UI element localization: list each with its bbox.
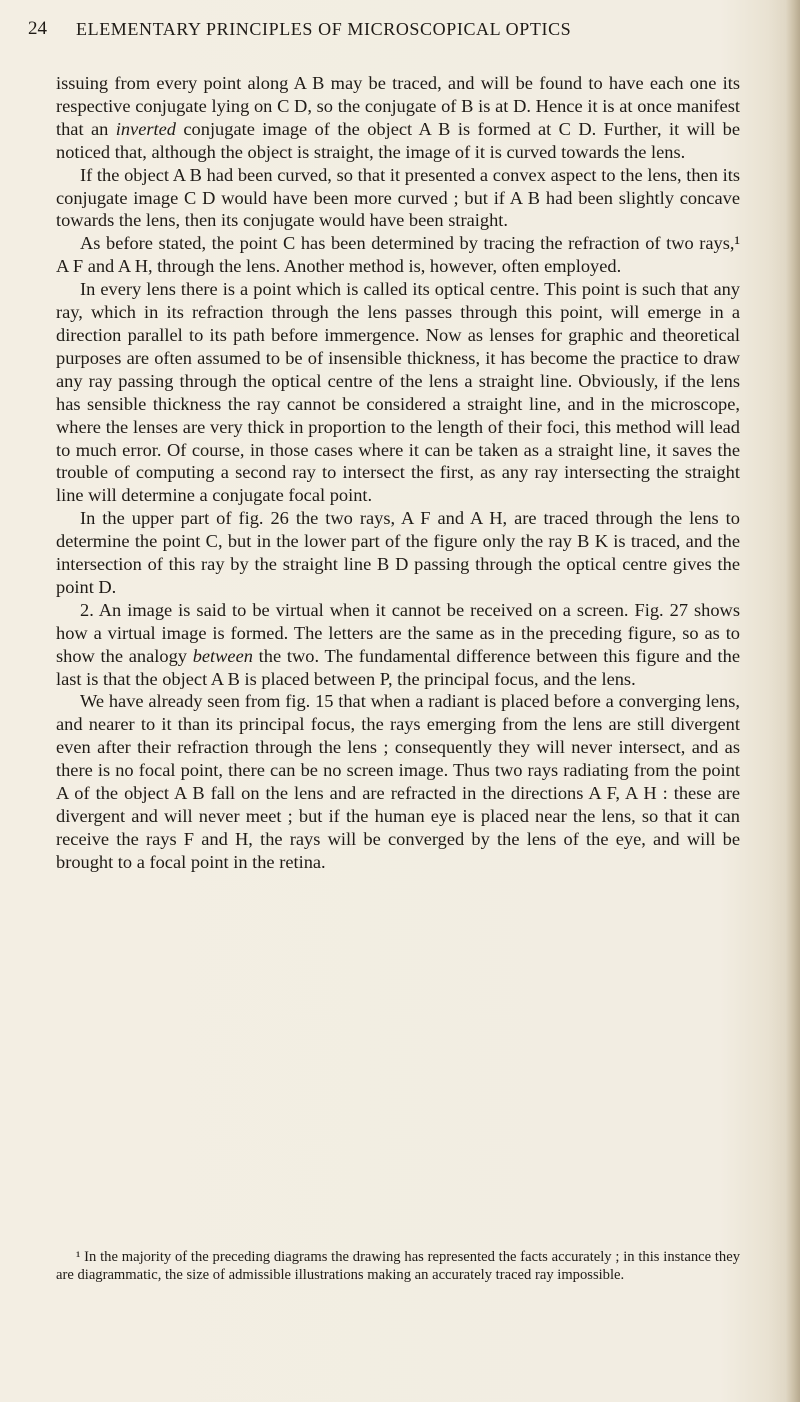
page-header xyxy=(28,18,768,42)
running-head: ELEMENTARY PRINCIPLES OF MICROSCOPICAL OPTICS xyxy=(76,19,572,39)
emphasis-inverted: inverted xyxy=(115,118,176,139)
page-number: 24 xyxy=(28,18,47,39)
paragraph-7: We have already seen from fig. 15 that when a radiant is placed before a converging lens, and nearer to it than its principal focus, the rays emerging from the lens are still divergent even after their refraction through the lens ; consequently they will never intersect, and as there is no focal point, there can be no screen image. Thus two rays radiating from the point A of the object A B fall on the lens and are refracted in the directions A F, A H : these are divergent and will never meet ; but if the human eye is placed near the lens, so that it can receive the rays F and H, the rays will be converged by the lens of the eye, and will be brought to a focal point in the retina. xyxy=(56,691,740,872)
paragraph-3: As before stated, the point C has been determined by tracing the refraction of two rays,¹ A F and A H, through the lens. Another method is, however, often employed. xyxy=(56,233,740,277)
paragraph-1: issuing from every point along A B may be traced, and will be found to have each one its respective conjugate lying on C D, so the conjugate of B is at D. Hence it is at once manifest that an inverted conjugate image of the object A B is formed at C D. Further, it will be noticed that, although the object is straight, the image of it is curved towards the lens. xyxy=(56,73,740,162)
page-edge-shadow xyxy=(786,0,800,1402)
body-text xyxy=(56,72,740,874)
paragraph-6: 2. An image is said to be virtual when it cannot be received on a screen. Fig. 27 shows how a virtual image is formed. The letters are the same as in the preceding figure, so as to show the analogy between the two. The fundamental difference between this figure and the last is that the object A B is placed between P, the principal focus, and the lens. xyxy=(56,599,740,689)
emphasis-between: between xyxy=(192,645,253,666)
paragraph-5: In the upper part of fig. 26 the two rays, A F and A H, are traced through the lens to determine the point C, but in the lower part of the figure only the ray B K is traced, and the intersection of this ray by the straight line B D passing through the optical centre gives the point D. xyxy=(56,508,740,597)
paragraph-2: If the object A B had been curved, so that it presented a convex aspect to the lens, then its conjugate image C D would have been more curved ; but if A B had been slightly concave towards the lens, then its conjugate would have been straight. xyxy=(56,164,740,231)
footnote: ¹ In the majority of the preceding diagrams the drawing has represented the facts accurately ; in this instance they are diagrammatic, the size of admissible illustrations making an accurately traced ray impossible. xyxy=(56,1249,740,1284)
paragraph-4: In every lens there is a point which is called its optical centre. This point is such that any ray, which in its refraction through the lens passes through this point, will emerge in a direction parallel to its path before immergence. Now as lenses for graphic and theoretical purposes are often assumed to be of insensible thickness, it has become the practice to draw any ray passing through the optical centre of the lens a straight line. Obviously, if the lens has sensible thickness the ray cannot be considered a straight line, and in the microscope, where the lenses are very thick in proportion to the length of their foci, this method will lead to much error. Of course, in those cases where it can be taken as a straight line, it saves the trouble of computing a second ray to intersect the first, as any ray intersecting the straight line will determine a conjugate focal point. xyxy=(56,279,740,506)
